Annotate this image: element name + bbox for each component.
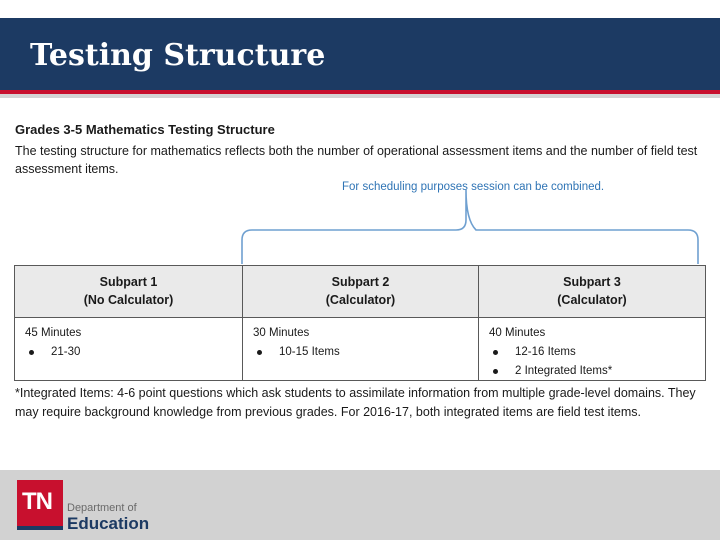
tn-logo-text: TN: [22, 488, 52, 515]
subpart-name: Subpart 3: [563, 275, 621, 289]
table-header-cell: [479, 266, 705, 318]
bullet-icon: [493, 369, 498, 374]
subpart-name: Subpart 1: [99, 275, 158, 289]
item-count: 12-16 Items: [515, 346, 576, 358]
logo-underline: [17, 526, 63, 530]
subpart-type: (Calculator): [325, 293, 396, 307]
testing-structure-table: [14, 265, 706, 381]
list-item: [489, 362, 705, 381]
subpart-name: Subpart 2: [331, 275, 390, 289]
top-strip: [0, 0, 720, 18]
item-count: 21-30: [51, 346, 81, 358]
table-body-cell: [15, 318, 243, 381]
logo-education-text: Education: [67, 514, 150, 533]
section-heading: Grades 3-5 Mathematics Testing Structure: [15, 122, 275, 137]
list-item: [25, 343, 242, 362]
subpart-type: (Calculator): [557, 293, 627, 307]
title-bar: [0, 18, 720, 90]
bullet-icon: [493, 350, 498, 355]
table-body-cell: [479, 318, 705, 381]
content-area: [15, 122, 705, 178]
curly-brace: [238, 184, 702, 268]
table-header-cell: [15, 266, 243, 318]
logo-department-text: Department of: [67, 502, 137, 514]
subpart-duration: 45 Minutes: [25, 327, 82, 339]
bullet-icon: [29, 350, 34, 355]
tn-education-logo: [17, 480, 149, 534]
bullet-icon: [257, 350, 262, 355]
subpart-type: (No Calculator): [83, 293, 174, 307]
table-body-cell: [243, 318, 479, 381]
subpart-duration: 30 Minutes: [253, 327, 310, 339]
item-count: 2 Integrated Items*: [515, 365, 613, 377]
list-item: [489, 343, 705, 362]
item-count: 10-15 Items: [279, 346, 340, 358]
list-item: [253, 343, 478, 362]
subpart-duration: 40 Minutes: [489, 327, 546, 339]
accent-divider-gray: [0, 94, 720, 98]
intro-paragraph: The testing structure for mathematics reflects both the number of operational assessment items and the number of field test assessment items.: [15, 144, 698, 176]
scheduling-note: For scheduling purposes session can be combined.: [342, 181, 605, 193]
integrated-items-footnote: *Integrated Items: 4-6 point questions which ask students to assimilate information from multiple grade-level domains. They may require background knowledge from previous grades. For 2016-17, both integrated items are field test items.: [15, 386, 696, 419]
slide-title: Testing Structure: [30, 38, 326, 73]
tn-logo-mark: [17, 480, 63, 526]
table-header-cell: [243, 266, 479, 318]
